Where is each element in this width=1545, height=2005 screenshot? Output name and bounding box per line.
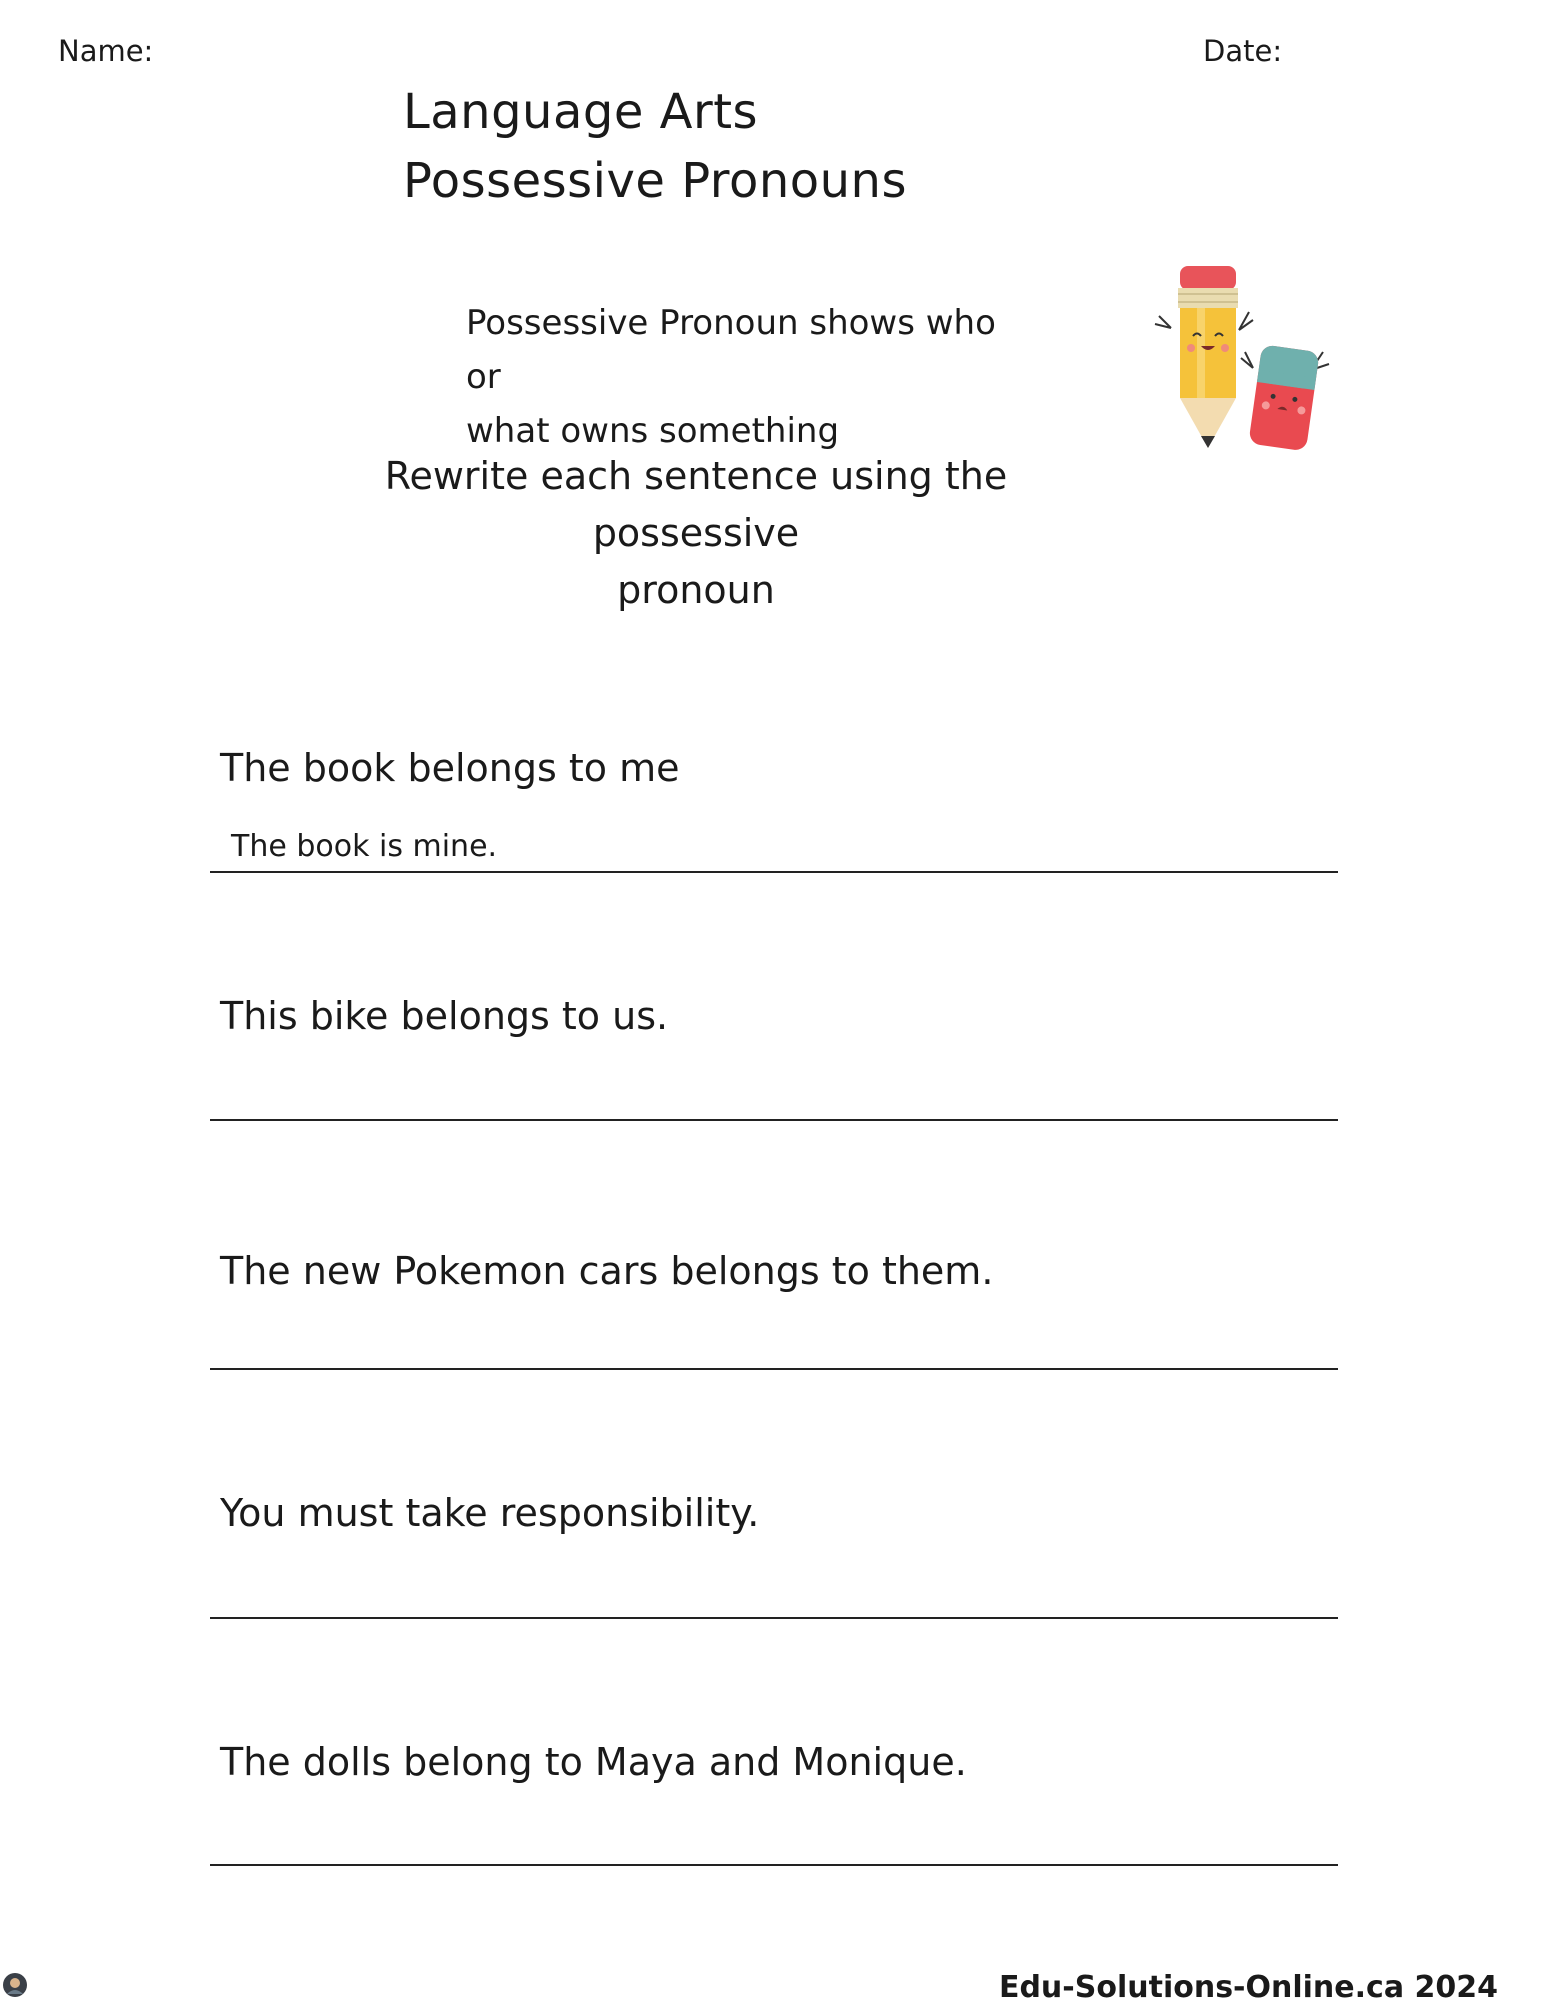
question-2-answer-line [210,1119,1338,1121]
question-5-prompt: The dolls belong to Maya and Monique. [220,1740,967,1784]
author-avatar-icon [2,1972,28,1998]
question-1-answer-line [210,871,1338,873]
instructions-line-2: pronoun [617,568,775,612]
instructions [320,448,1072,619]
definition-text [466,296,1026,458]
pencil-and-eraser-mascot-icon [1145,258,1345,458]
footer-credit: Edu-Solutions-Online.ca 2024 [998,1970,1498,2005]
instructions-line-1: Rewrite each sentence using the possessive [384,454,1008,555]
question-1-answer[interactable]: The book is mine. [231,829,498,864]
name-label: Name: [58,34,154,68]
definition-line-2: what owns something [466,411,840,451]
question-4-answer-line [210,1617,1338,1619]
page-subtitle: Possessive Pronouns [403,153,907,209]
question-1-prompt: The book belongs to me [220,746,680,790]
question-3-answer-line [210,1368,1338,1370]
question-4-prompt: You must take responsibility. [220,1491,760,1535]
definition-line-1: Possessive Pronoun shows who or [466,303,996,397]
question-5-answer-line [210,1864,1338,1866]
question-2-prompt: This bike belongs to us. [220,994,669,1038]
page-title: Language Arts [403,84,759,140]
question-3-prompt: The new Pokemon cars belongs to them. [220,1249,994,1293]
date-label: Date: [1203,34,1283,68]
